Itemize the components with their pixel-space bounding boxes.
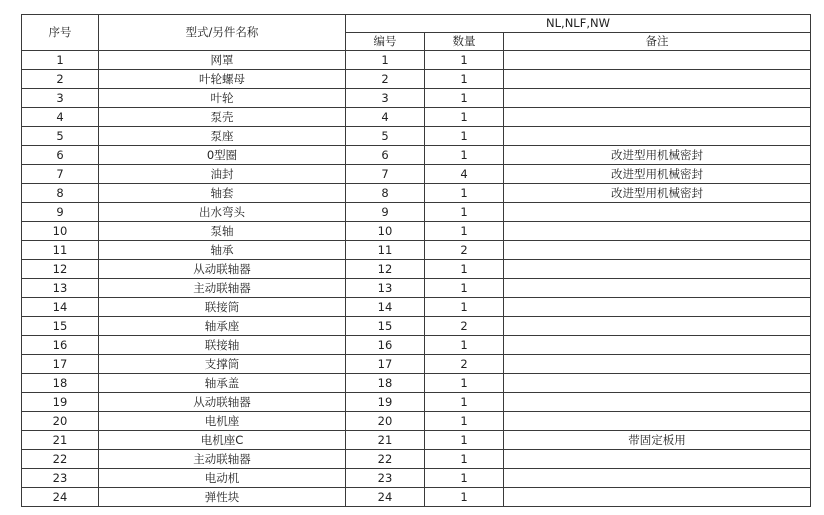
- header-seq: 序号: [22, 15, 99, 51]
- cell-seq: 1: [22, 51, 99, 70]
- cell-code: 16: [346, 336, 425, 355]
- table-row: [22, 146, 811, 165]
- cell-part-name: 从动联轴器: [99, 393, 346, 412]
- cell-note: [504, 374, 811, 393]
- cell-code: 6: [346, 146, 425, 165]
- cell-quantity: 1: [425, 108, 504, 127]
- cell-seq: 3: [22, 89, 99, 108]
- table-row: [22, 412, 811, 431]
- cell-code: 23: [346, 469, 425, 488]
- cell-part-name: 从动联轴器: [99, 260, 346, 279]
- cell-note: 带固定板用: [504, 431, 811, 450]
- cell-seq: 17: [22, 355, 99, 374]
- table-row: [22, 431, 811, 450]
- cell-seq: 4: [22, 108, 99, 127]
- cell-note: [504, 108, 811, 127]
- cell-part-name: 泵座: [99, 127, 346, 146]
- cell-code: 21: [346, 431, 425, 450]
- cell-code: 22: [346, 450, 425, 469]
- cell-quantity: 1: [425, 298, 504, 317]
- cell-code: 2: [346, 70, 425, 89]
- cell-note: [504, 241, 811, 260]
- table-row: [22, 51, 811, 70]
- cell-code: 7: [346, 165, 425, 184]
- cell-part-name: 主动联轴器: [99, 279, 346, 298]
- header-code: 编号: [346, 33, 425, 51]
- cell-seq: 5: [22, 127, 99, 146]
- cell-quantity: 4: [425, 165, 504, 184]
- cell-seq: 7: [22, 165, 99, 184]
- cell-seq: 13: [22, 279, 99, 298]
- cell-seq: 21: [22, 431, 99, 450]
- cell-code: 18: [346, 374, 425, 393]
- cell-note: [504, 450, 811, 469]
- cell-code: 14: [346, 298, 425, 317]
- cell-note: [504, 89, 811, 108]
- cell-seq: 14: [22, 298, 99, 317]
- cell-note: [504, 70, 811, 89]
- cell-quantity: 1: [425, 393, 504, 412]
- table-row: [22, 184, 811, 203]
- table-row: [22, 260, 811, 279]
- cell-part-name: 主动联轴器: [99, 450, 346, 469]
- cell-seq: 16: [22, 336, 99, 355]
- cell-note: [504, 412, 811, 431]
- cell-seq: 22: [22, 450, 99, 469]
- cell-seq: 12: [22, 260, 99, 279]
- cell-note: 改进型用机械密封: [504, 146, 811, 165]
- header-row-top: [22, 15, 811, 33]
- cell-quantity: 1: [425, 127, 504, 146]
- cell-code: 12: [346, 260, 425, 279]
- cell-note: [504, 203, 811, 222]
- cell-seq: 2: [22, 70, 99, 89]
- cell-part-name: 油封: [99, 165, 346, 184]
- table-row: [22, 241, 811, 260]
- table-row: [22, 393, 811, 412]
- cell-quantity: 2: [425, 355, 504, 374]
- cell-part-name: 联接筒: [99, 298, 346, 317]
- cell-quantity: 1: [425, 488, 504, 507]
- cell-note: [504, 469, 811, 488]
- cell-seq: 9: [22, 203, 99, 222]
- cell-seq: 8: [22, 184, 99, 203]
- table-row: [22, 203, 811, 222]
- cell-code: 8: [346, 184, 425, 203]
- header-model-group: NL,NLF,NW: [346, 15, 811, 33]
- cell-part-name: 联接轴: [99, 336, 346, 355]
- table-row: [22, 70, 811, 89]
- cell-code: 20: [346, 412, 425, 431]
- cell-part-name: 0型圈: [99, 146, 346, 165]
- parts-table-container: [21, 14, 811, 507]
- cell-code: 9: [346, 203, 425, 222]
- cell-note: [504, 127, 811, 146]
- cell-seq: 19: [22, 393, 99, 412]
- table-row: [22, 222, 811, 241]
- cell-note: [504, 222, 811, 241]
- cell-quantity: 1: [425, 374, 504, 393]
- cell-part-name: 电机座C: [99, 431, 346, 450]
- table-body: [22, 51, 811, 507]
- cell-code: 15: [346, 317, 425, 336]
- table-row: [22, 108, 811, 127]
- table-row: [22, 488, 811, 507]
- cell-note: [504, 488, 811, 507]
- table-row: [22, 317, 811, 336]
- cell-seq: 24: [22, 488, 99, 507]
- cell-seq: 23: [22, 469, 99, 488]
- cell-seq: 6: [22, 146, 99, 165]
- cell-code: 4: [346, 108, 425, 127]
- cell-note: [504, 260, 811, 279]
- cell-seq: 11: [22, 241, 99, 260]
- cell-part-name: 弹性块: [99, 488, 346, 507]
- cell-part-name: 出水弯头: [99, 203, 346, 222]
- cell-note: [504, 317, 811, 336]
- cell-part-name: 泵壳: [99, 108, 346, 127]
- table-row: [22, 450, 811, 469]
- cell-seq: 15: [22, 317, 99, 336]
- cell-seq: 20: [22, 412, 99, 431]
- cell-quantity: 2: [425, 241, 504, 260]
- parts-table: [21, 14, 811, 507]
- cell-code: 19: [346, 393, 425, 412]
- cell-part-name: 泵轴: [99, 222, 346, 241]
- cell-code: 10: [346, 222, 425, 241]
- cell-code: 13: [346, 279, 425, 298]
- cell-part-name: 叶轮螺母: [99, 70, 346, 89]
- cell-part-name: 轴承: [99, 241, 346, 260]
- cell-note: [504, 298, 811, 317]
- cell-part-name: 轴套: [99, 184, 346, 203]
- cell-part-name: 网罩: [99, 51, 346, 70]
- cell-code: 1: [346, 51, 425, 70]
- header-part-name: 型式/另件名称: [99, 15, 346, 51]
- cell-quantity: 1: [425, 450, 504, 469]
- cell-seq: 18: [22, 374, 99, 393]
- cell-quantity: 1: [425, 70, 504, 89]
- cell-quantity: 1: [425, 431, 504, 450]
- cell-quantity: 1: [425, 184, 504, 203]
- cell-note: 改进型用机械密封: [504, 165, 811, 184]
- cell-quantity: 1: [425, 469, 504, 488]
- table-row: [22, 279, 811, 298]
- cell-part-name: 电动机: [99, 469, 346, 488]
- cell-quantity: 1: [425, 51, 504, 70]
- cell-quantity: 1: [425, 336, 504, 355]
- cell-note: [504, 336, 811, 355]
- table-row: [22, 127, 811, 146]
- cell-quantity: 1: [425, 222, 504, 241]
- cell-note: [504, 51, 811, 70]
- table-row: [22, 355, 811, 374]
- cell-quantity: 1: [425, 203, 504, 222]
- table-row: [22, 374, 811, 393]
- cell-part-name: 轴承座: [99, 317, 346, 336]
- table-row: [22, 336, 811, 355]
- cell-quantity: 1: [425, 89, 504, 108]
- cell-seq: 10: [22, 222, 99, 241]
- cell-code: 3: [346, 89, 425, 108]
- cell-part-name: 叶轮: [99, 89, 346, 108]
- table-row: [22, 469, 811, 488]
- cell-note: [504, 393, 811, 412]
- cell-quantity: 1: [425, 260, 504, 279]
- cell-code: 5: [346, 127, 425, 146]
- cell-note: [504, 279, 811, 298]
- cell-code: 11: [346, 241, 425, 260]
- table-row: [22, 298, 811, 317]
- header-quantity: 数量: [425, 33, 504, 51]
- header-note: 备注: [504, 33, 811, 51]
- cell-code: 17: [346, 355, 425, 374]
- cell-quantity: 1: [425, 412, 504, 431]
- cell-note: 改进型用机械密封: [504, 184, 811, 203]
- table-row: [22, 89, 811, 108]
- cell-part-name: 轴承盖: [99, 374, 346, 393]
- cell-quantity: 1: [425, 146, 504, 165]
- table-row: [22, 165, 811, 184]
- cell-quantity: 2: [425, 317, 504, 336]
- table-header: [22, 15, 811, 51]
- cell-part-name: 电机座: [99, 412, 346, 431]
- cell-code: 24: [346, 488, 425, 507]
- cell-part-name: 支撑筒: [99, 355, 346, 374]
- cell-quantity: 1: [425, 279, 504, 298]
- cell-note: [504, 355, 811, 374]
